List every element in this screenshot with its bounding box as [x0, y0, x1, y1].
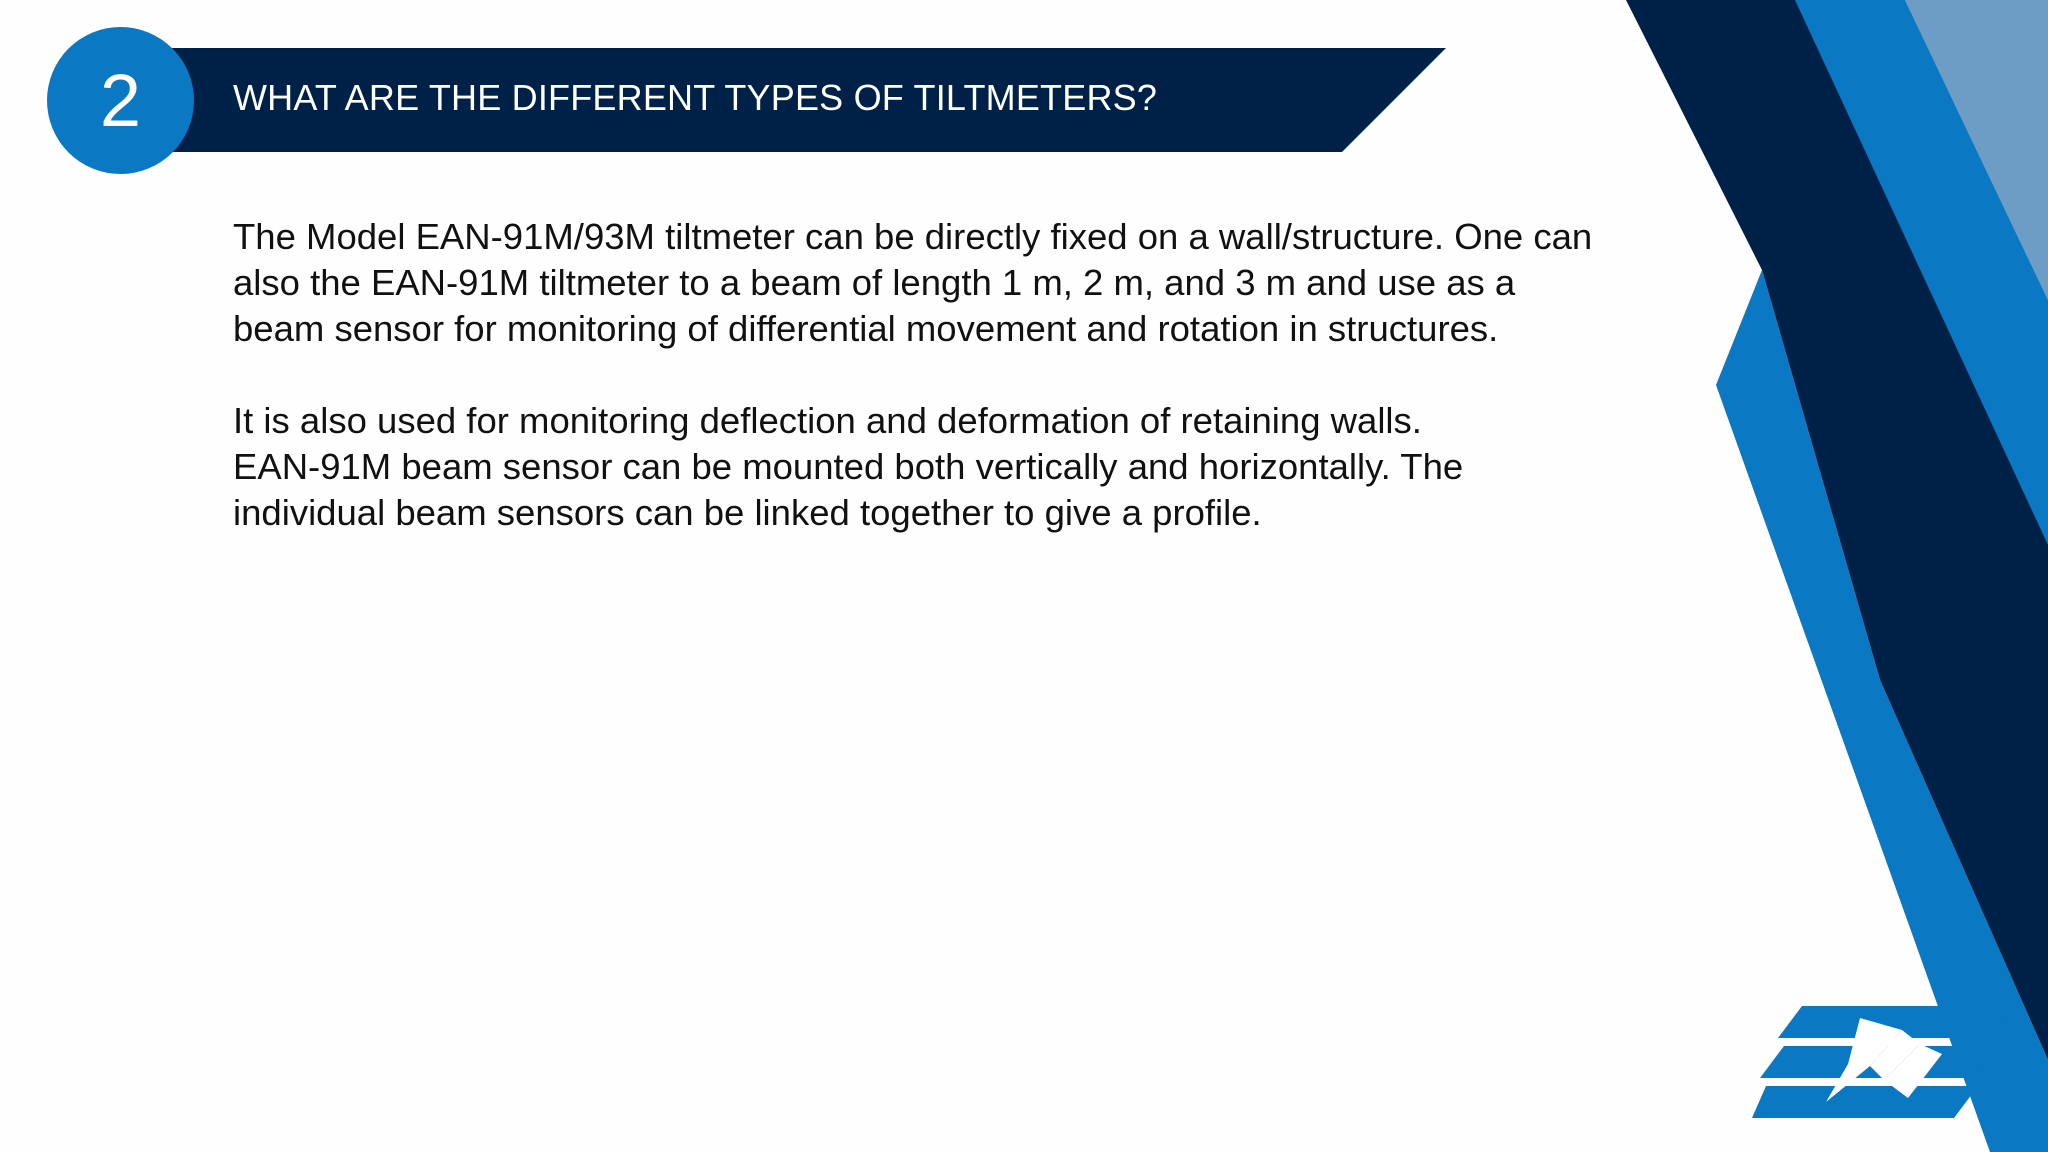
- paragraph-line: The Model EAN-91M/93M tiltmeter can be directly fixed on a wall/structure. One can: [233, 216, 1593, 257]
- paragraph-line: individual beam sensors can be linked together to give a profile.: [233, 492, 1262, 533]
- body-text: [233, 214, 1693, 582]
- paragraph-line: also the EAN-91M tiltmeter to a beam of length 1 m, 2 m, and 3 m and use as a: [233, 262, 1516, 303]
- paragraph-line: beam sensor for monitoring of differential movement and rotation in structures.: [233, 308, 1499, 349]
- section-number: 2: [99, 58, 142, 142]
- paragraph-2: [233, 398, 1693, 536]
- slide-title: WHAT ARE THE DIFFERENT TYPES OF TILTMETERS?: [233, 77, 1158, 118]
- paragraph-line: It is also used for monitoring deflection and deformation of retaining walls.: [233, 400, 1422, 441]
- paragraph-line: EAN-91M beam sensor can be mounted both vertically and horizontally. The: [233, 446, 1464, 487]
- section-number-badge: [47, 27, 194, 174]
- paragraph-1: [233, 214, 1693, 352]
- company-logo-icon: [1752, 1006, 2014, 1118]
